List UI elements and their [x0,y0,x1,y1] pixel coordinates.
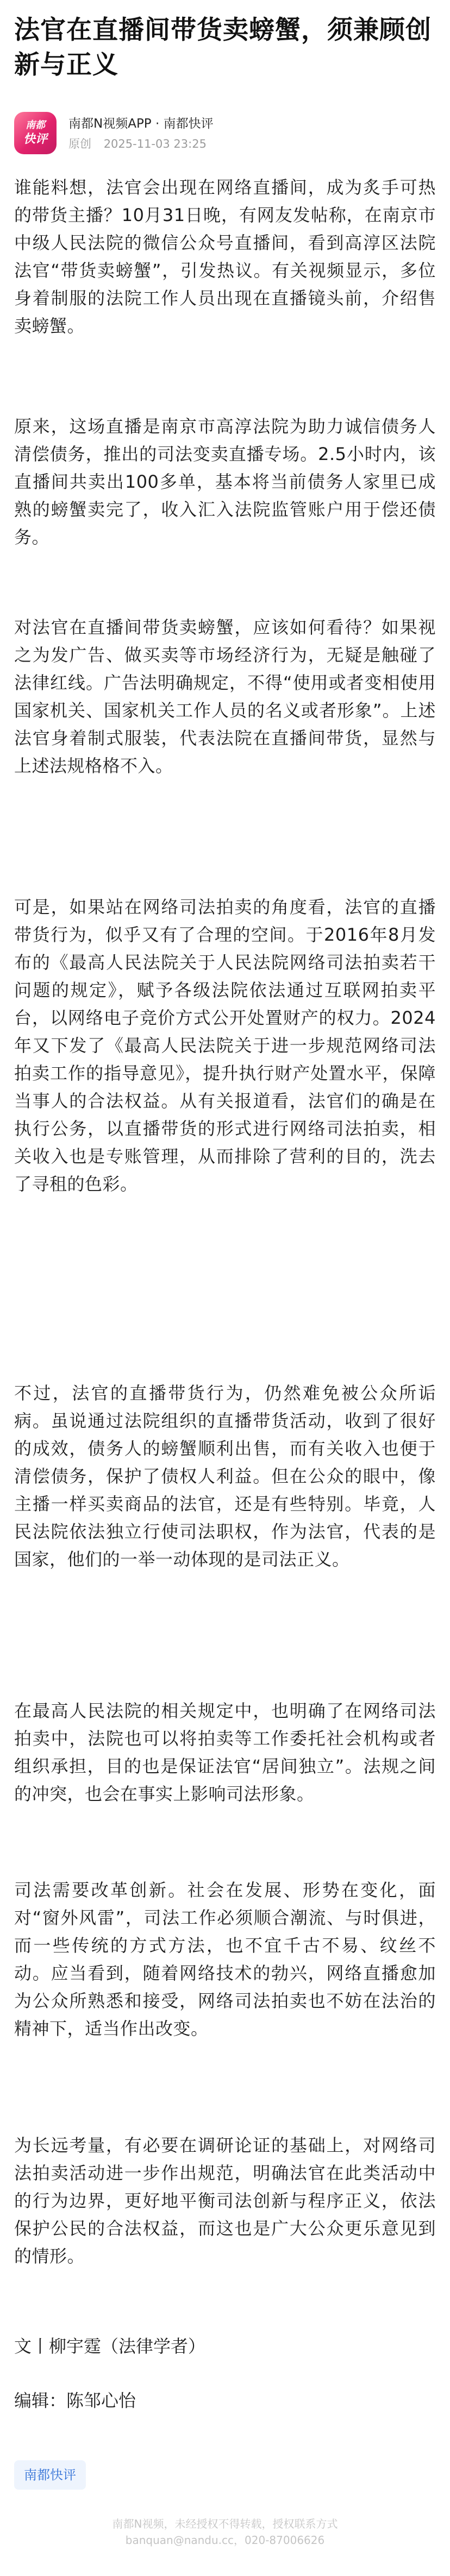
paragraph-2: 原来，这场直播是南京市高淳法院为助力诚信债务人清偿债务，推出的司法变卖直播专场。2.5小时内，该直播间共卖出100多单，基本将当前债务人家里已成熟的螃蟹卖完了，收入汇入法院监管账户用于偿还债务。 [14,416,436,547]
copyright-line-1: 南都N视频，未经授权不得转载，授权联系方式 [112,2517,338,2530]
column-tag[interactable]: 南都快评 [14,2460,86,2490]
paragraph-6: 在最高人民法院的相关规定中，也明确了在网络司法拍卖中，法院也可以将拍卖等工作委托社会机构或者组织承担，目的也是保证法官“居间独立”。法规之间的冲突，也会在事实上影响司法形象。 [14,1700,436,1804]
source-name[interactable]: 南都N视频APP · 南都快评 [68,117,214,131]
paragraph-7: 司法需要改革创新。社会在发展、形势在变化，面对“窗外风雷”，司法工作必须顺合潮流、与时俱进，而一些传统的方式方法，也不宜千古不易、纹丝不动。应当看到，随着网络技术的勃兴，网络直播愈加为公众所熟悉和接受，网络司法拍卖也不妨在法治的精神下，适当作出改变。 [14,1880,436,2039]
paragraph-3: 对法官在直播间带货卖螃蟹，应该如何看待？如果视之为发广告、做买卖等市场经济行为，无疑是触碰了法律红线。广告法明确规定，不得“使用或者变相使用国家机关、国家机关工作人员的名义或者形象”。上述法官身着制式服装，代表法院在直播间带货，显然与上述法规格格不入。 [14,617,436,776]
copyright-line-2: banquan@nandu.cc，020-87006626 [125,2534,325,2547]
logo-text-bottom: 快评 [23,133,47,146]
publish-datetime: 2025-11-03 23:25 [103,137,207,150]
publish-info [68,136,215,152]
source-logo[interactable] [14,112,57,154]
paragraph-8: 为长远考量，有必要在调研论证的基础上，对网络司法拍卖活动进一步作出规范，明确法官在此类活动中的行为边界，更好地平衡司法创新与程序正义，依法保护公民的合法权益，而这也是广大公众更乐意见到的情形。 [14,2135,436,2266]
logo-text-top: 南都 [26,119,45,131]
paragraph-5: 不过，法官的直播带货行为，仍然难免被公众所诟病。虽说通过法院组织的直播带货活动，收到了很好的成效，债务人的螃蟹顺利出售，而有关收入也便于清偿债务，保护了债权人利益。但在公众的眼中，像主播一样买卖商品的法官，还是有些特别。毕竟，人民法院依法独立行使司法职权，作为法官，代表的是国家，他们的一举一动体现的是司法正义。 [14,1383,436,1570]
copyright-footer [0,2516,450,2548]
editor-line: 编辑：陈邹心怡 [14,2390,136,2411]
author-line: 文丨柳宇霆（法律学者） [14,2336,206,2357]
paragraph-1: 谁能料想，法官会出现在网络直播间，成为炙手可热的带货主播？10月31日晚，有网友发帖称，在南京市中级人民法院的微信公众号直播间，看到高淳区法院法官“带货卖螃蟹”，引发热议。有关视频显示，多位身着制服的法院工作人员出现在直播镜头前，介绍售卖螃蟹。 [14,177,436,336]
paragraph-4: 可是，如果站在网络司法拍卖的角度看，法官的直播带货行为，似乎又有了合理的空间。于2016年8月发布的《最高人民法院关于人民法院网络司法拍卖若干问题的规定》，赋予各级法院依法通过互联网拍卖平台，以网络电子竞价方式公开处置财产的权力。2024年又下发了《最高人民法院关于进一步规范网络司法拍卖工作的指导意见》，提升执行财产处置水平，保障当事人的合法权益。从有关报道看，法官们的确是在执行公务，以直播带货的形式进行网络司法拍卖，相关收入也是专账管理，从而排除了营利的目的，洗去了寻租的色彩。 [14,897,436,1194]
original-label: 原创 [68,137,91,150]
article-title: 法官在直播间带货卖螃蟹，须兼顾创新与正义 [14,15,432,80]
source-meta [14,112,436,161]
